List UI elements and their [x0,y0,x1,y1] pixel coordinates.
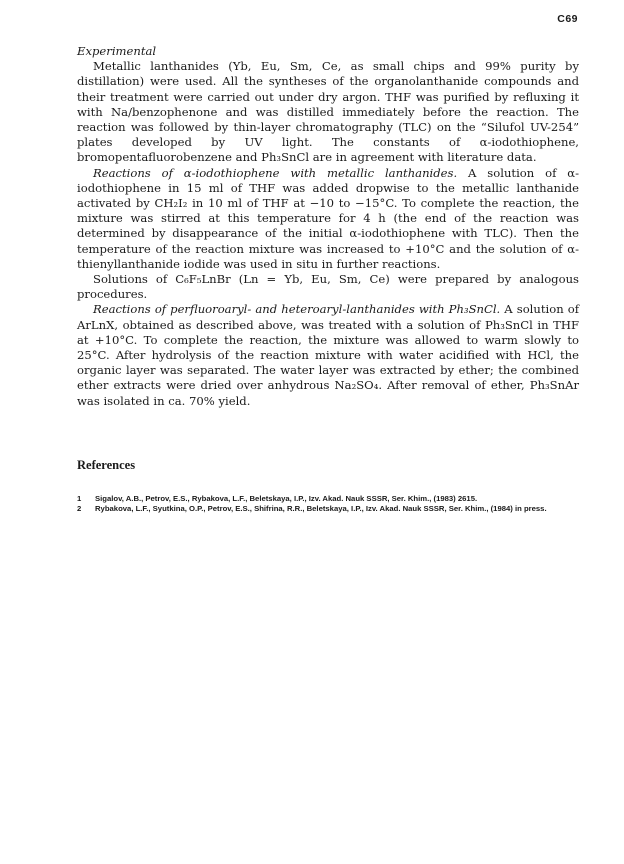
references-heading: References [77,458,136,472]
reference-text: Rybakova, L.F., Syutkina, O.P., Petrov, E.S., Shifrina, R.R., Beletskaya, I.P., Izv. Akad. Nauk SSSR, Ser. Khim., (1984) in press. [95,504,547,514]
reference-text: Sigalov, A.B., Petrov, E.S., Rybakova, L.F., Beletskaya, I.P., Izv. Akad. Nauk SSSR, Ser. Khim., (1983) 2615. [95,494,478,503]
page-number: C69 [557,13,578,25]
section-heading-experimental: Experimental [77,44,157,58]
reference-number: 2 [77,504,82,514]
reference-number: 1 [77,494,82,503]
paragraph-materials [77,59,579,165]
paragraph-ph3sncl-reaction [77,302,579,408]
paragraph-text: A solution of ArLnX, obtained as described above, was treated with a solution of Ph₃SnCl in THF at +10°C. To complete the reaction, the mixture was allowed to warm slowly to 25°C. After hydrolysis of the reaction mixture with water acidified with HCl, the organic layer was separated. The water layer was extracted by ether; the combined ether extracts were dried over anhydrous Na₂SO₄. After removal of ether, Ph₃SnAr was isolated in ca. 70% yield. [77,302,579,408]
experimental-section [77,44,579,409]
reference-list [77,494,577,514]
paragraph-c6f5lnbr [77,272,579,302]
paragraph-text: Metallic lanthanides (Yb, Eu, Sm, Ce, as small chips and 99% purity by distillation) were used. All the syntheses of the organolanthanide compounds and their treatment were carried out under dry argon. THF was purified by refluxing it with Na/benzophenone and was distilled immediately before the reaction. The reaction was followed by thin-layer chromatography (TLC) on the “Silufol UV-254” plates developed by UV light. The constants of α-iodothiophene, bromopentafluorobenzene and Ph₃SnCl are in agreement with literature data. [77,59,579,165]
paragraph-iodothiophene-reaction [77,166,579,272]
inline-heading: Reactions of α-iodothiophene with metallic lanthanides. [93,165,458,180]
paragraph-text: A solution of α-iodothiophene in 15 ml of THF was added dropwise to the metallic lanthanide activated by CH₂I₂ in 10 ml of THF at −10 to −15°C. To complete the reaction, the mixture was stirred at this temperature for 4 h (the end of the reaction was determined by disappearance of the initial α-iodothiophene with TLC). Then the temperature of the reaction mixture was increased to +10°C and the solution of α-thienyllanthanide iodide was used in situ in further reactions. [77,165,579,271]
reference-item [77,504,577,514]
reference-item [77,494,577,504]
inline-heading: Reactions of perfluoroaryl- and heteroaryl-lanthanides with Ph₃SnCl. [93,302,501,317]
paragraph-text: Solutions of C₆F₅LnBr (Ln = Yb, Eu, Sm, Ce) were prepared by analogous procedures. [77,272,579,302]
